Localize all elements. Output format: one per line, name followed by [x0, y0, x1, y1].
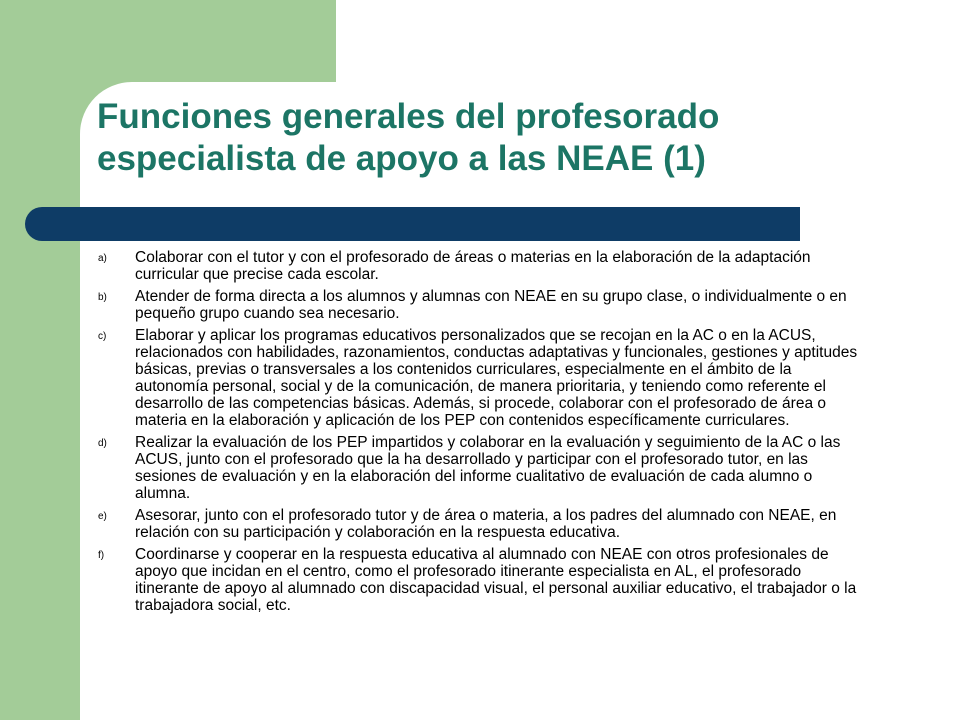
- list-item-text: Coordinarse y cooperar en la respuesta educativa al alumnado con NEAE con otros profesionales de apoyo que incidan en el centro, como el profesorado itinerante especialista en AL, el profesorado itinerante de apoyo al alumnado con discapacidad visual, el personal auxiliar educativo, el trabajador o la trabajadora social, etc.: [135, 546, 857, 614]
- list-item-marker: d): [98, 438, 107, 449]
- list-item: [98, 434, 868, 502]
- list-item-marker: a): [98, 253, 107, 264]
- list-item: [98, 249, 868, 283]
- list-item: [98, 546, 868, 614]
- list-item-text: Realizar la evaluación de los PEP impartidos y colaborar en la evaluación y seguimiento de la AC o las ACUS, junto con el profesorado que la ha desarrollado y participar con el profesorado tutor, en las sesiones de evaluación y en la elaboración del informe cualitativo de evaluación de cada alumno o alumna.: [135, 434, 841, 502]
- list-item: [98, 288, 868, 322]
- slide-title-line-2: especialista de apoyo a las NEAE (1): [97, 139, 706, 178]
- list-item-marker: f): [98, 550, 105, 561]
- list-item-text: Elaborar y aplicar los programas educativos personalizados que se recojan en la AC o en la ACUS, relacionados con habilidades, razonamientos, conductas adaptativas y funcionales, gestiones y aptitudes básicas, previas o transversales a los contenidos curriculares, especialmente en el ámbito de la autonomía personal, social y de la comunicación, de manera prioritaria, y teniendo como referente el desarrollo de las competencias básicas. Además, si procede, colaborar con el profesorado de área o materia en la elaboración y aplicación de los PEP con contenidos específicamente curriculares.: [135, 327, 858, 429]
- list-item-marker: c): [98, 331, 107, 342]
- list-item-text: Atender de forma directa a los alumnos y alumnas con NEAE en su grupo clase, o individualmente o en pequeño grupo cuando sea necesario.: [135, 288, 847, 322]
- title-divider-bar: [25, 207, 800, 241]
- list-item-text: Asesorar, junto con el profesorado tutor y de área o materia, a los padres del alumnado con NEAE, en relación con su participación y colaboración en la respuesta educativa.: [135, 507, 837, 541]
- functions-list: [98, 249, 868, 619]
- list-item-text: Colaborar con el tutor y con el profesorado de áreas o materias en la elaboración de la adaptación curricular que precise cada escolar.: [135, 249, 811, 283]
- slide-title-line-1: Funciones generales del profesorado: [97, 97, 720, 136]
- list-item-marker: e): [98, 511, 107, 522]
- list-item: [98, 507, 868, 541]
- list-item: [98, 327, 868, 429]
- list-item-marker: b): [98, 292, 107, 303]
- slide-title: [97, 96, 937, 180]
